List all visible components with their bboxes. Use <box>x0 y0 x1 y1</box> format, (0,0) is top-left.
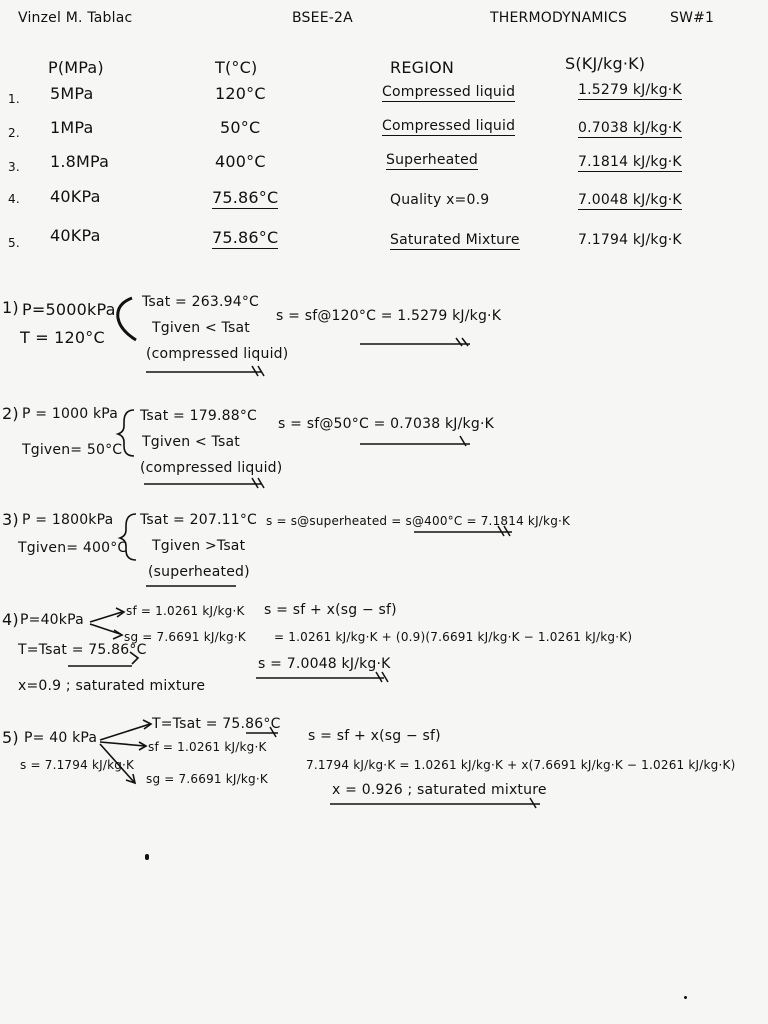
section-label: BSEE-2A <box>292 10 353 26</box>
given-temperature: T=Tsat = 75.86°C <box>18 642 147 658</box>
row-pressure: 1.8MPa <box>50 152 110 171</box>
subject-label: THERMODYNAMICS <box>490 10 628 26</box>
liquid-entropy: sf = 1.0261 kJ/kg·K <box>148 740 267 754</box>
row-number: 3. <box>8 160 20 174</box>
header-temperature: T(°C) <box>215 58 258 77</box>
given-pressure: P= 40 kPa <box>24 730 98 746</box>
solution-number: 5) <box>2 728 19 747</box>
ink-speck <box>684 996 687 999</box>
quality-result: x = 0.926 ; saturated mixture <box>332 782 547 798</box>
entropy-substitution: = 1.0261 kJ/kg·K + (0.9)(7.6691 kJ/kg·K − 1.0261 kJ/kg·K) <box>274 630 633 644</box>
row-pressure: 5MPa <box>50 84 94 103</box>
row-pressure: 1MPa <box>50 118 94 137</box>
row-temperature: 120°C <box>215 84 266 103</box>
entropy-equation: s = sf + x(sg − sf) <box>308 728 441 744</box>
header-pressure: P(MPa) <box>48 58 104 77</box>
entropy-result: s = s@superheated = s@400°C = 7.1814 kJ/kg·K <box>266 514 571 528</box>
given-temperature: T = 120°C <box>20 328 105 347</box>
given-entropy: s = 7.1794 kJ/kg·K <box>20 758 135 772</box>
temperature-comparison: Tgiven < Tsat <box>142 434 240 450</box>
seatwork-number: SW#1 <box>670 10 715 26</box>
entropy-substitution: 7.1794 kJ/kg·K = 1.0261 kJ/kg·K + x(7.6691 kJ/kg·K − 1.0261 kJ/kg·K) <box>306 758 736 772</box>
solution-number: 1) <box>2 298 19 317</box>
region-result: (superheated) <box>148 564 250 580</box>
given-pressure: P=5000kPa <box>22 300 116 319</box>
saturation-temperature: Tsat = 207.11°C <box>140 512 257 528</box>
given-pressure: P = 1800kPa <box>22 512 114 528</box>
region-result: (compressed liquid) <box>140 460 283 476</box>
row-region: Superheated <box>386 152 479 168</box>
vapor-entropy: sg = 7.6691 kJ/kg·K <box>146 772 268 786</box>
temperature-comparison: Tgiven < Tsat <box>152 320 250 336</box>
row-temperature: 75.86°C <box>212 188 279 207</box>
row-entropy: 7.0048 kJ/kg·K <box>578 192 682 208</box>
quality-result: x=0.9 ; saturated mixture <box>18 678 206 694</box>
liquid-entropy: sf = 1.0261 kJ/kg·K <box>126 604 245 618</box>
row-entropy: 7.1794 kJ/kg·K <box>578 232 682 248</box>
row-number: 2. <box>8 126 20 140</box>
solution-number: 2) <box>2 404 19 423</box>
vapor-entropy: sg = 7.6691 kJ/kg·K <box>124 630 246 644</box>
saturation-temperature: Tsat = 179.88°C <box>140 408 257 424</box>
row-pressure: 40KPa <box>50 226 101 245</box>
entropy-equation: s = sf + x(sg − sf) <box>264 602 397 618</box>
temperature-comparison: Tgiven >Tsat <box>152 538 246 554</box>
given-temperature: Tgiven= 400°C <box>18 540 128 556</box>
row-temperature: 400°C <box>215 152 266 171</box>
given-pressure: P = 1000 kPa <box>22 406 119 422</box>
row-region: Compressed liquid <box>382 118 516 134</box>
given-pressure: P=40kPa <box>20 612 84 628</box>
region-result: (compressed liquid) <box>146 346 289 362</box>
row-temperature: 75.86°C <box>212 228 279 247</box>
row-number: 5. <box>8 236 20 250</box>
solution-number: 4) <box>2 610 19 629</box>
header-entropy: S(KJ/kg·K) <box>565 54 646 73</box>
row-region: Quality x=0.9 <box>390 192 490 208</box>
row-number: 4. <box>8 192 20 206</box>
header-region: REGION <box>390 58 455 77</box>
solution-number: 3) <box>2 510 19 529</box>
row-entropy: 1.5279 kJ/kg·K <box>578 82 682 98</box>
saturation-temperature: Tsat = 263.94°C <box>142 294 259 310</box>
ink-speck <box>145 854 149 860</box>
row-temperature: 50°C <box>220 118 261 137</box>
entropy-result: s = sf@50°C = 0.7038 kJ/kg·K <box>278 416 494 432</box>
saturation-temperature: T=Tsat = 75.86°C <box>152 716 281 732</box>
entropy-result: s = sf@120°C = 1.5279 kJ/kg·K <box>276 308 502 324</box>
row-entropy: 0.7038 kJ/kg·K <box>578 120 682 136</box>
entropy-result: s = 7.0048 kJ/kg·K <box>258 656 391 672</box>
student-name: Vinzel M. Tablac <box>18 10 133 26</box>
row-number: 1. <box>8 92 20 106</box>
given-temperature: Tgiven= 50°C <box>22 442 123 458</box>
row-pressure: 40KPa <box>50 187 101 206</box>
row-entropy: 7.1814 kJ/kg·K <box>578 154 682 170</box>
row-region: Compressed liquid <box>382 84 516 100</box>
row-region: Saturated Mixture <box>390 232 520 248</box>
